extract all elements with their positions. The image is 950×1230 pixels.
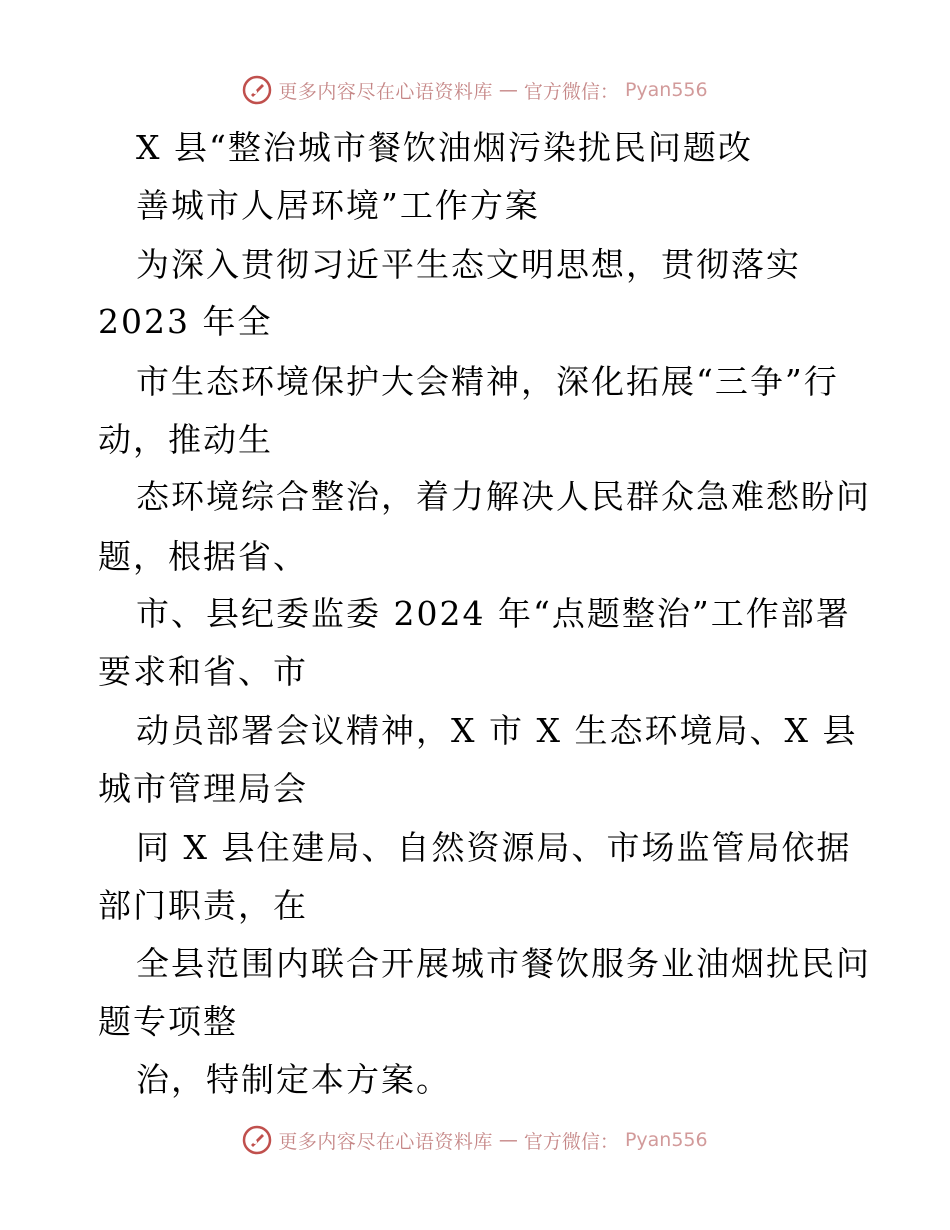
pen-seal-icon <box>242 1125 272 1155</box>
paragraph-line: 市、县纪委监委 2024 年“点题整治”工作部署 <box>136 594 851 633</box>
paragraph-line: 动，推动生 <box>98 420 273 459</box>
paragraph-line: 2023 年全 <box>98 302 273 341</box>
paragraph-line: 全县范围内联合开展城市餐饮服务业油烟扰民问 <box>136 944 871 983</box>
watermark-text: 更多内容尽在心语资料库 <box>278 80 493 103</box>
watermark-contact-id: Pyan556 <box>624 79 708 101</box>
paragraph-line: 治，特制定本方案。 <box>136 1060 451 1099</box>
paragraph-line: 市生态环境保护大会精神，深化拓展“三争”行 <box>136 362 839 401</box>
watermark-header <box>0 70 950 110</box>
paragraph-line: 为深入贯彻习近平生态文明思想，贯彻落实 <box>136 245 801 284</box>
document-title-line-2: 善城市人居环境”工作方案 <box>136 186 540 225</box>
watermark-contact-label: 官方微信： <box>523 1130 619 1153</box>
paragraph-line: 动员部署会议精神，X 市 X 生态环境局、X 县 <box>136 711 858 750</box>
watermark-separator: — <box>498 79 518 101</box>
paragraph-line: 题，根据省、 <box>98 537 308 576</box>
paragraph-line: 同 X 县住建局、自然资源局、市场监管局依据 <box>136 828 852 867</box>
watermark-contact-label: 官方微信： <box>523 80 619 103</box>
paragraph-line: 态环境综合整治，着力解决人民群众急难愁盼问 <box>136 477 871 516</box>
paragraph-line: 部门职责，在 <box>98 886 308 925</box>
paragraph-line: 城市管理局会 <box>98 769 308 808</box>
watermark-contact-id: Pyan556 <box>624 1129 708 1151</box>
watermark-separator: — <box>498 1129 518 1151</box>
document-title-line-1: X 县“整治城市餐饮油烟污染扰民问题改 <box>136 128 753 167</box>
paragraph-line: 题专项整 <box>98 1002 238 1041</box>
watermark-text: 更多内容尽在心语资料库 <box>278 1130 493 1153</box>
pen-seal-icon <box>242 75 272 105</box>
watermark-footer <box>0 1120 950 1160</box>
paragraph-line: 要求和省、市 <box>98 652 308 691</box>
